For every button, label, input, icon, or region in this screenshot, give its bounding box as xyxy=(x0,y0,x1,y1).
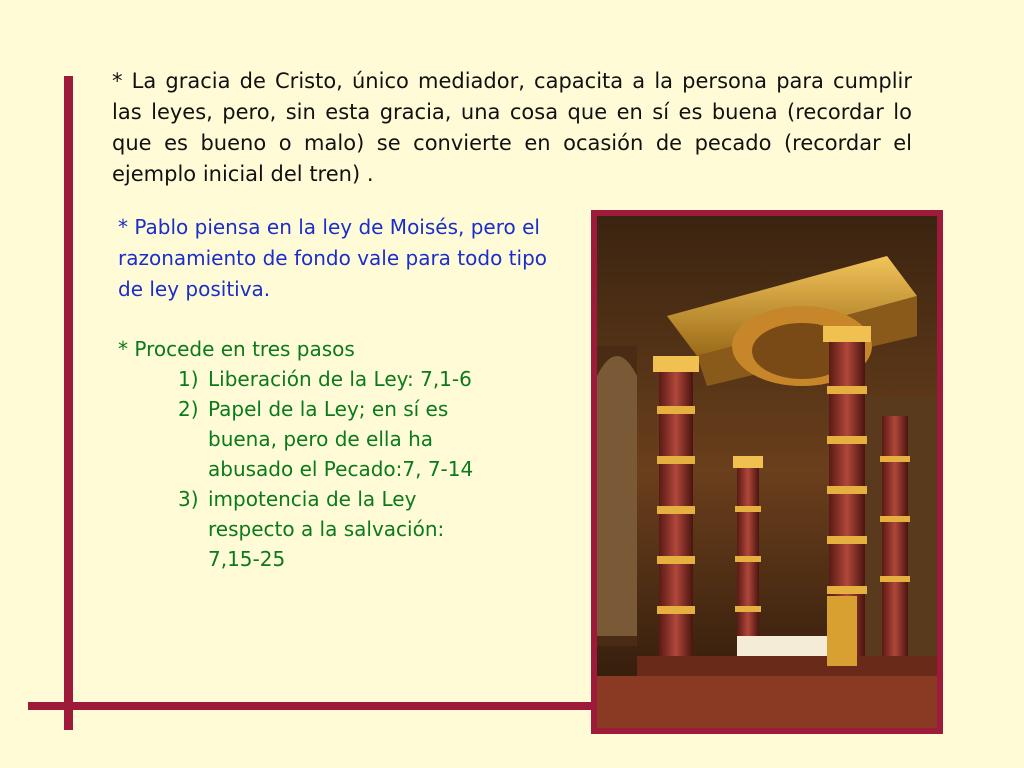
baldachin-photo-frame xyxy=(591,210,943,734)
step-item xyxy=(178,484,498,574)
vertical-rule xyxy=(64,76,73,730)
step-text: Papel de la Ley; en sí es buena, pero de ella ha abusado el Pecado:7, 7-14 xyxy=(208,397,474,481)
step-item xyxy=(178,394,498,484)
step-text: impotencia de la Ley respecto a la salvación: 7,15-25 xyxy=(208,487,445,571)
horizontal-rule xyxy=(28,702,594,710)
step-number: 1) xyxy=(178,367,199,391)
baldachin-photo xyxy=(597,216,937,728)
intro-paragraph: * La gracia de Cristo, único mediador, capacita a la persona para cumplir las leyes, pero, sin esta gracia, una cosa que en sí es buena (recordar lo que es bueno o malo) se convierte en ocasión de pecado (recordar el ejemplo inicial del tren) . xyxy=(112,69,912,186)
three-steps-section xyxy=(118,334,578,574)
step-text: Liberación de la Ley: 7,1-6 xyxy=(208,367,472,391)
three-steps-intro: * Procede en tres pasos xyxy=(118,337,355,361)
step-number: 3) xyxy=(178,487,199,511)
step-item xyxy=(178,364,498,394)
moses-law-paragraph: * Pablo piensa en la ley de Moisés, pero el razonamiento de fondo vale para todo tipo de ley positiva. xyxy=(118,215,547,301)
step-number: 2) xyxy=(178,397,199,421)
steps-list xyxy=(118,364,578,574)
